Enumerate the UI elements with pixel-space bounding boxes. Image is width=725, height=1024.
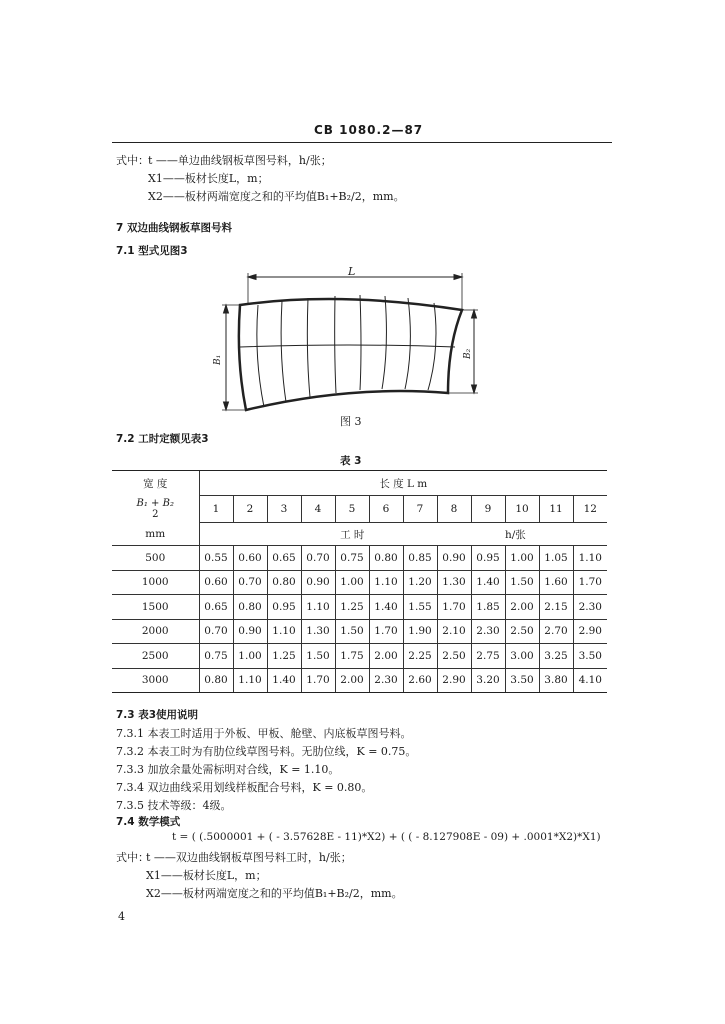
table-cell: 1.70 bbox=[437, 595, 471, 620]
table-cell: 1.00 bbox=[335, 570, 369, 595]
table-cell: 0.75 bbox=[335, 546, 369, 571]
table-cell: 1.90 bbox=[403, 619, 437, 644]
where-label: 式中： bbox=[116, 154, 149, 167]
page-number: 4 bbox=[118, 910, 125, 923]
table-cell: 0.60 bbox=[199, 570, 233, 595]
table-cell: 2.70 bbox=[539, 619, 573, 644]
table-cell: 3.50 bbox=[505, 668, 539, 693]
table-cell: 1.30 bbox=[301, 619, 335, 644]
table-cell: 3.50 bbox=[573, 644, 607, 669]
col-header: 7 bbox=[403, 496, 437, 523]
note-7-3-2: 7.3.2 本表工时为有肋位线草图号料。无肋位线，K = 0.75。 bbox=[116, 745, 417, 758]
table-cell: 3.25 bbox=[539, 644, 573, 669]
table-cell: 1.30 bbox=[437, 570, 471, 595]
x2-definition-2: X2——板材两端宽度之和的平均值B₁+B₂/2，mm。 bbox=[146, 887, 403, 900]
section-7-2-title: 7.2 工时定额见表3 bbox=[116, 433, 209, 445]
row-width: 500 bbox=[112, 546, 199, 571]
col-header: 9 bbox=[471, 496, 505, 523]
table-cell: 0.90 bbox=[233, 619, 267, 644]
table-cell: 1.75 bbox=[335, 644, 369, 669]
table-cell: 0.95 bbox=[471, 546, 505, 571]
table-cell: 2.75 bbox=[471, 644, 505, 669]
row-width: 1000 bbox=[112, 570, 199, 595]
table-cell: 3.80 bbox=[539, 668, 573, 693]
table-row bbox=[112, 668, 607, 693]
width-formula-cell bbox=[112, 496, 199, 523]
table-cell: 1.40 bbox=[471, 570, 505, 595]
row-width: 2000 bbox=[112, 619, 199, 644]
table-3-title: 表 3 bbox=[340, 455, 362, 467]
table-cell: 0.80 bbox=[369, 546, 403, 571]
table-row bbox=[112, 595, 607, 620]
width-formula-denominator: 2 bbox=[152, 509, 159, 520]
table-cell: 0.70 bbox=[199, 619, 233, 644]
table-cell: 0.65 bbox=[199, 595, 233, 620]
table-cell: 1.40 bbox=[267, 668, 301, 693]
table-cell: 1.70 bbox=[369, 619, 403, 644]
figure-dim-B2: B₂ bbox=[463, 348, 473, 359]
table-cell: 0.80 bbox=[267, 570, 301, 595]
header-rule bbox=[112, 142, 612, 143]
table-cell: 1.50 bbox=[335, 619, 369, 644]
where-label-2: 式中： bbox=[116, 851, 149, 864]
row-width: 1500 bbox=[112, 595, 199, 620]
table-cell: 1.25 bbox=[335, 595, 369, 620]
section-7-3-title: 7.3 表3使用说明 bbox=[116, 709, 199, 721]
x1-definition: X1——板材长度L，m； bbox=[148, 172, 269, 185]
math-formula: t = ( (.5000001 + ( - 3.57628E - 11)*X2) + ( ( - 8.127908E - 09) + .0001*X2)*X1) bbox=[172, 831, 601, 843]
col-header: 1 bbox=[199, 496, 233, 523]
table-cell: 2.50 bbox=[505, 619, 539, 644]
figure-dim-B1: B₁ bbox=[213, 354, 223, 365]
table-cell: 0.80 bbox=[199, 668, 233, 693]
table-cell: 0.90 bbox=[301, 570, 335, 595]
row-width: 2500 bbox=[112, 644, 199, 669]
table-cell: 2.30 bbox=[573, 595, 607, 620]
x2-definition: X2——板材两端宽度之和的平均值B₁+B₂/2，mm。 bbox=[148, 190, 405, 203]
table-cell: 1.85 bbox=[471, 595, 505, 620]
col-header: 11 bbox=[539, 496, 573, 523]
table-cell: 1.10 bbox=[301, 595, 335, 620]
col-header: 3 bbox=[267, 496, 301, 523]
table-cell: 2.90 bbox=[437, 668, 471, 693]
col-header: 8 bbox=[437, 496, 471, 523]
table-cell: 1.00 bbox=[233, 644, 267, 669]
table-3-body bbox=[112, 546, 607, 693]
table-row bbox=[112, 570, 607, 595]
table-cell: 0.70 bbox=[233, 570, 267, 595]
work-unit: h/张 bbox=[505, 523, 607, 546]
table-cell: 1.10 bbox=[369, 570, 403, 595]
col-header: 6 bbox=[369, 496, 403, 523]
table-cell: 3.20 bbox=[471, 668, 505, 693]
table-cell: 1.40 bbox=[369, 595, 403, 620]
table-cell: 1.50 bbox=[301, 644, 335, 669]
table-cell: 1.10 bbox=[573, 546, 607, 571]
section-7-1-title: 7.1 型式见图3 bbox=[116, 245, 188, 257]
table-cell: 2.25 bbox=[403, 644, 437, 669]
table-cell: 1.55 bbox=[403, 595, 437, 620]
width-unit: mm bbox=[112, 523, 199, 546]
table-cell: 1.60 bbox=[539, 570, 573, 595]
col-header: 10 bbox=[505, 496, 539, 523]
table-cell: 1.10 bbox=[267, 619, 301, 644]
row-width: 3000 bbox=[112, 668, 199, 693]
table-cell: 2.00 bbox=[369, 644, 403, 669]
table-cell: 0.95 bbox=[267, 595, 301, 620]
table-cell: 4.10 bbox=[573, 668, 607, 693]
width-formula: B₁ + B₂ bbox=[136, 498, 174, 509]
table-cell: 2.50 bbox=[437, 644, 471, 669]
col-header: 4 bbox=[301, 496, 335, 523]
section-7-title: 7 双边曲线钢板草图号料 bbox=[116, 222, 232, 234]
note-7-3-4: 7.3.4 双边曲线采用划线样板配合号料，K = 0.80。 bbox=[116, 781, 373, 794]
note-7-3-1: 7.3.1 本表工时适用于外板、甲板、舱壁、内底板草图号料。 bbox=[116, 727, 412, 740]
table-cell: 1.10 bbox=[233, 668, 267, 693]
col-header: 2 bbox=[233, 496, 267, 523]
figure-caption: 图 3 bbox=[340, 415, 362, 428]
table-cell: 0.65 bbox=[267, 546, 301, 571]
table-cell: 2.15 bbox=[539, 595, 573, 620]
work-label: 工 时 bbox=[199, 523, 505, 546]
section-7-4-title: 7.4 数学模式 bbox=[116, 816, 181, 828]
table-cell: 2.60 bbox=[403, 668, 437, 693]
table-cell: 1.25 bbox=[267, 644, 301, 669]
t-definition-2: t ——双边曲线钢板草图号料工时，h/张； bbox=[146, 851, 352, 864]
document-code: CB 1080.2—87 bbox=[314, 123, 424, 137]
table-cell: 2.30 bbox=[471, 619, 505, 644]
table-cell: 2.30 bbox=[369, 668, 403, 693]
figure-dim-L: L bbox=[348, 265, 356, 278]
t-definition: t ——单边曲线钢板草图号料，h/张； bbox=[148, 154, 332, 167]
table-cell: 1.20 bbox=[403, 570, 437, 595]
table-cell: 1.05 bbox=[539, 546, 573, 571]
col-header: 5 bbox=[335, 496, 369, 523]
note-7-3-3: 7.3.3 加放余量处需标明对合线，K = 1.10。 bbox=[116, 763, 340, 776]
note-7-3-5: 7.3.5 技术等级：4级。 bbox=[116, 799, 232, 812]
table-cell: 1.70 bbox=[573, 570, 607, 595]
table-cell: 1.00 bbox=[505, 546, 539, 571]
table-cell: 0.60 bbox=[233, 546, 267, 571]
table-row bbox=[112, 546, 607, 571]
table-cell: 2.00 bbox=[505, 595, 539, 620]
table-cell: 0.70 bbox=[301, 546, 335, 571]
table-3 bbox=[112, 470, 607, 693]
table-cell: 3.00 bbox=[505, 644, 539, 669]
table-row bbox=[112, 644, 607, 669]
col-header: 12 bbox=[573, 496, 607, 523]
table-cell: 0.85 bbox=[403, 546, 437, 571]
length-header: 长 度 L m bbox=[199, 471, 607, 496]
table-cell: 0.80 bbox=[233, 595, 267, 620]
table-cell: 0.75 bbox=[199, 644, 233, 669]
width-header: 宽 度 bbox=[112, 471, 199, 496]
figure-3-plate-diagram bbox=[200, 265, 500, 415]
table-cell: 1.70 bbox=[301, 668, 335, 693]
table-row bbox=[112, 619, 607, 644]
table-cell: 0.55 bbox=[199, 546, 233, 571]
table-cell: 1.50 bbox=[505, 570, 539, 595]
table-cell: 2.10 bbox=[437, 619, 471, 644]
table-cell: 2.00 bbox=[335, 668, 369, 693]
x1-definition-2: X1——板材长度L，m； bbox=[146, 869, 267, 882]
table-cell: 0.90 bbox=[437, 546, 471, 571]
table-cell: 2.90 bbox=[573, 619, 607, 644]
